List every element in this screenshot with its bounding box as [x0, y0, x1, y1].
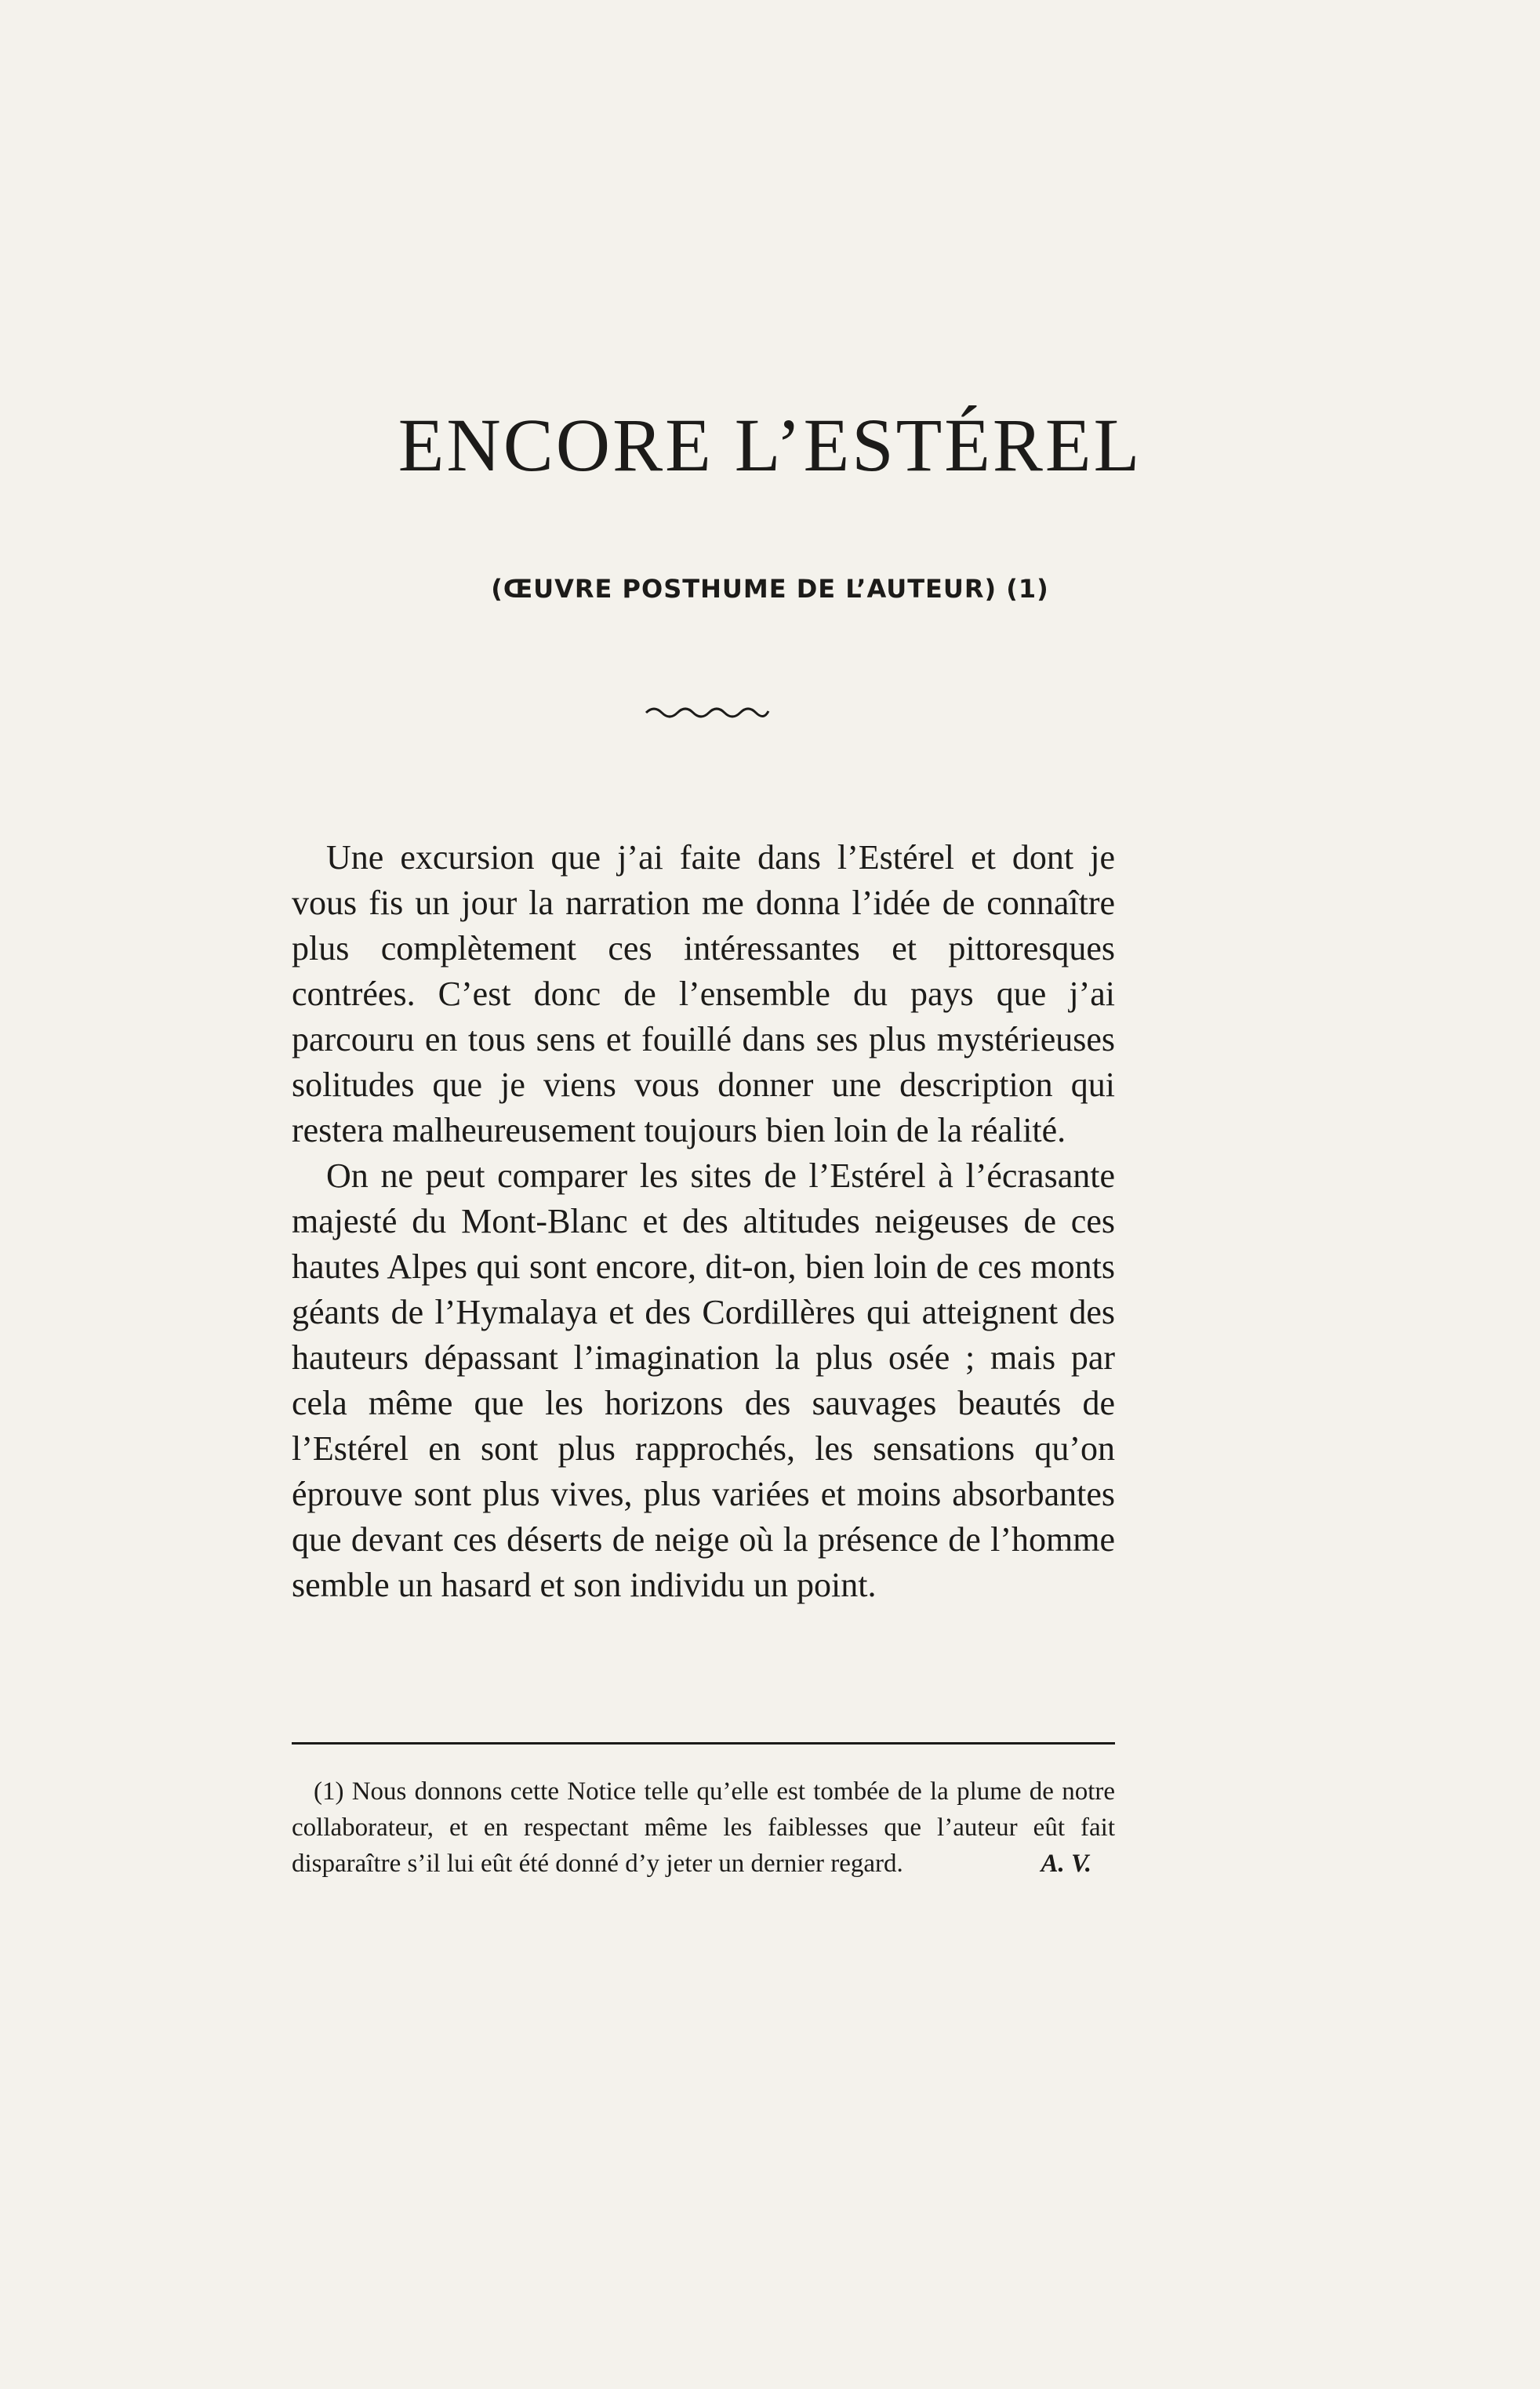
wavy-line-ornament: [645, 702, 770, 721]
footnote: [292, 1774, 1115, 1882]
footnote-signature: A. V.: [1041, 1850, 1091, 1878]
footnote-divider: [292, 1742, 1115, 1745]
paragraph-1: Une excursion que j’ai faite dans l’Estérel et dont je vous fis un jour la narration me donna l’idée de connaître plus complètement ces intéressantes et pittoresques contrées. C’est donc de l’ensemble du pays que j’ai parcouru en tous sens et fouillé dans ses plus mystérieuses solitudes que je viens vous donner une description qui restera malheureusement toujours bien loin de la réalité.: [292, 838, 1115, 1149]
body-text: [292, 835, 1115, 1608]
page-title: ENCORE L’ESTÉREL: [398, 403, 1142, 487]
footnote-text: (1) Nous donnons cette Notice telle qu’elle est tombée de la plume de notre collaborateur, et en respectant même les faiblesses que l’auteur eût fait disparaître s’il lui eût été donné d’y jeter un dernier regard.: [292, 1777, 1115, 1878]
page-subtitle: (ŒUVRE POSTHUME DE L’AUTEUR) (1): [491, 574, 1049, 604]
paragraph-2: On ne peut comparer les sites de l’Estérel à l’écrasante majesté du Mont-Blanc et des altitudes neigeuses de ces hautes Alpes qui sont encore, dit-on, bien loin de ces monts géants de l’Hymalaya et des Cordillères qui atteignent des hauteurs dépassant l’imagination la plus osée ; mais par cela même que les horizons des sauvages beautés de l’Estérel en sont plus rapprochés, les sensations qu’on éprouve sont plus vives, plus variées et moins absorbantes que devant ces déserts de neige où la présence de l’homme semble un hasard et son individu un point.: [292, 1156, 1115, 1604]
